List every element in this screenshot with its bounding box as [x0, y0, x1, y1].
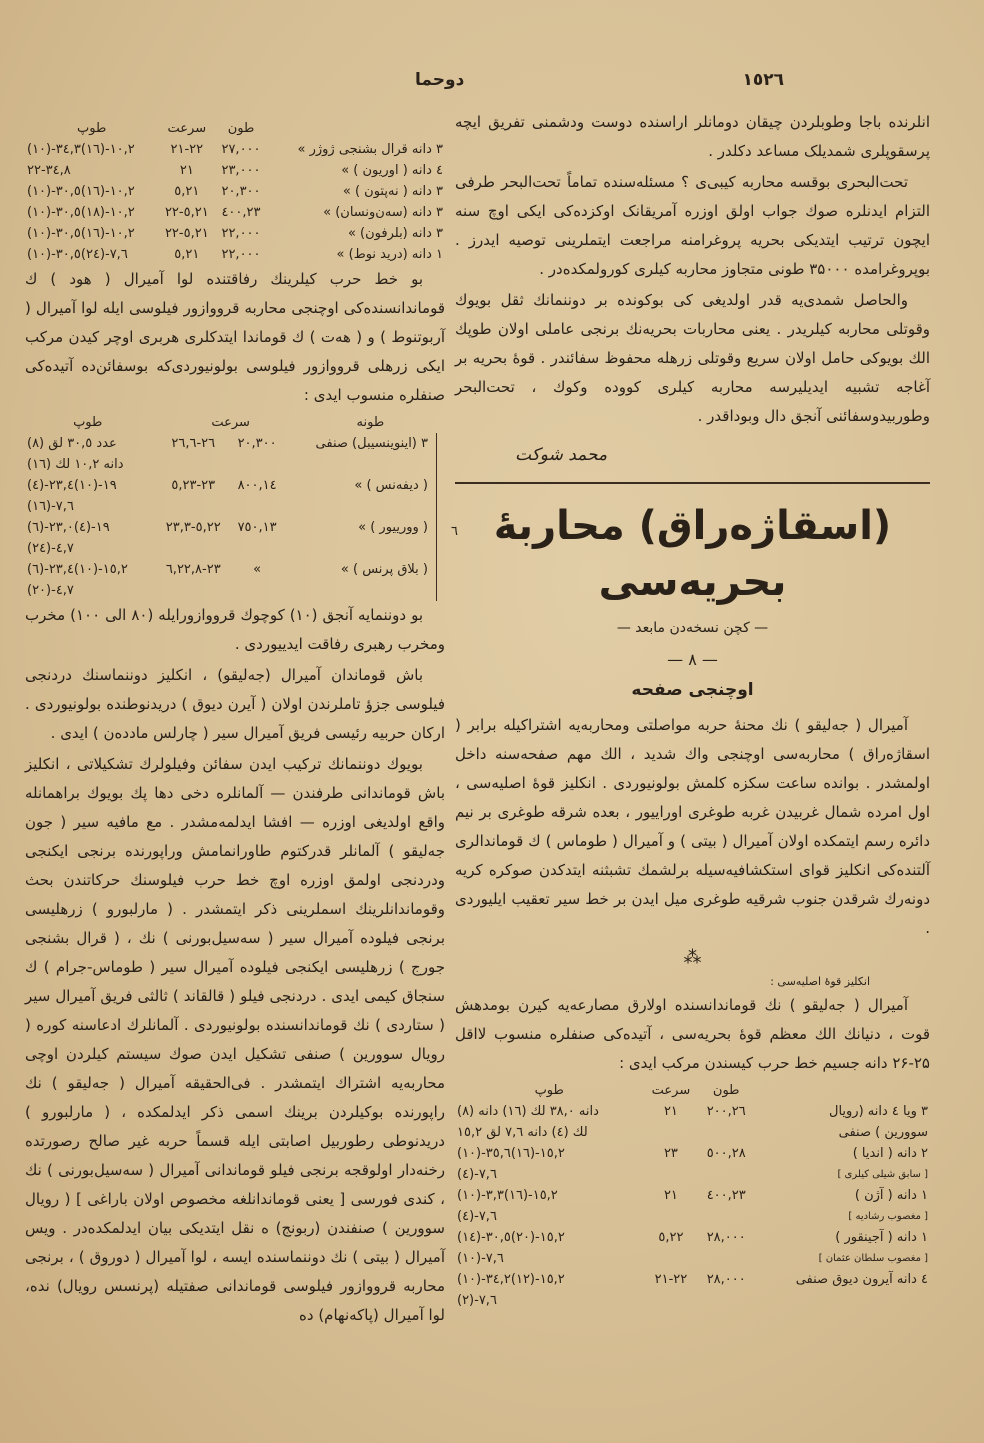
table-row	[25, 202, 445, 223]
column-header-guns: طوپ	[77, 121, 107, 136]
ship-name-cell: ( وورییور ) »	[358, 520, 428, 535]
battleship-table	[25, 118, 445, 265]
tonnage-cell	[230, 580, 284, 601]
tonnage-cell	[698, 1206, 754, 1227]
ship-name-cell: ( دیفه‌نس ) »	[354, 478, 428, 493]
ship-name-cell	[284, 496, 430, 517]
table-row	[455, 1143, 930, 1164]
tonnage-cell	[230, 538, 284, 559]
table-header-row	[455, 1080, 930, 1101]
guns-cell: (۱۰)-۳۰,٥(۱۸)-۱۰,۲	[27, 205, 135, 220]
ship-name-cell: ۱ دانه (درید نوط) »	[336, 247, 443, 262]
speed-cell: ۲۱,٥	[174, 247, 200, 262]
guns-cell: (۱٤)-۳۰,٥(۲۰)-۱٥,۲	[457, 1230, 565, 1245]
table-row	[25, 475, 430, 496]
tonnage-cell: ۲۸,٥۰۰	[706, 1146, 746, 1161]
cruiser-table	[25, 433, 430, 601]
speed-cell: ۲۳	[663, 1146, 678, 1161]
guns-cell: (۲٤)-٤,۷	[27, 541, 74, 556]
speed-cell	[156, 538, 230, 559]
tonnage-cell: ۲٦,۲۰۰	[706, 1104, 746, 1119]
tonnage-cell: ۲۲,۰۰۰	[221, 226, 261, 241]
right-column	[455, 108, 930, 1311]
guns-cell: (۱۰)-۳٤,۳(۱٦)-۱۰,۲	[27, 142, 135, 157]
ship-name-cell: ۳ (اینوینسیبل) صنفی	[315, 436, 428, 451]
guns-cell: (۱۰)-۷,٦	[457, 1251, 504, 1266]
guns-cell: (۲۰)-٤,۷	[27, 583, 74, 598]
table-row	[25, 244, 445, 265]
column-header-tonnage: طون	[712, 1083, 740, 1098]
table-row	[455, 1101, 930, 1122]
table-row	[25, 454, 430, 475]
guns-cell: ۱٥,۲ لك (٤) دانه ۷,٦ لق	[457, 1125, 588, 1140]
table-row	[25, 181, 445, 202]
speed-cell	[156, 454, 230, 475]
ship-name-cell: ۱ دانه ( آژن )	[854, 1188, 928, 1203]
section-divider	[455, 482, 930, 484]
ship-name-cell: [ مغصوب سلطان عثمان ]	[818, 1253, 928, 1264]
tonnage-cell: ۲۰,۳۰۰	[237, 436, 277, 451]
guns-cell: (۱۰)-۳٤,۲(۱۲)-۱٥,۲	[457, 1272, 565, 1287]
table-header-row	[25, 118, 445, 139]
tonnage-cell	[698, 1248, 754, 1269]
column-header-name	[754, 1080, 930, 1101]
ship-name-cell: ٤ دانه ( اوریون ) »	[341, 163, 443, 178]
intro-paragraph-2: تحت‌البحری بوقسه محاربه کیبی‌ی ؟ مسئله‌سنده تماماً تحت‌البحر طرفی التزام ایدنلره صوك جواب اولق اوزره آمریقانک اوکزده‌کی ایکی اوچ سنه ایچون ترتیب ایتدیکی بحریه پروغرامنه مراجعت ایتملرینی توصیه ایدرز . بوپروغرامده ۳۵۰۰۰ طونی متجاوز محاربه کیلری کورولمکده‌در .	[455, 173, 930, 278]
ship-name-cell: ۲ دانه ( اندیا )	[852, 1146, 928, 1161]
battleship-table-body	[25, 139, 445, 265]
guns-cell: (٦)-۲۳,۰(٤)-۱۹	[27, 520, 110, 535]
left-paragraph-2: بو دوننمایه آنجق (۱۰) کوچوك قرووازورایله (۸۰ الی ۱۰۰) مخرب ومخرب رهبری رفاقت ایدییوردی .	[25, 606, 445, 653]
table-row	[25, 160, 445, 181]
speed-cell: ۲۱,٥-۲۲	[164, 226, 209, 241]
ship-name-cell: [ سابق شیلی کیلری ]	[837, 1169, 928, 1180]
tonnage-cell: ۲۳,۰۰۰	[221, 163, 261, 178]
ship-name-cell: ۳ دانه ( نه‌پتون ) »	[342, 184, 443, 199]
left-paragraph-3: باش قوماندان آمیرال (جه‌لیقو) ، انکلیز دوننماسنك دردنجی فیلوسی جزؤ تاملرندن اولان ( آیرن دیوق ) دریدنوطنده بولونیوردی . ارکان حربیه رئیسی فریق آمیرال سیر ( چارلس مادده‌ن ) ایدی .	[25, 666, 445, 742]
table-row	[25, 496, 430, 517]
cruiser-table-body	[25, 433, 430, 601]
guns-cell: (۸) عدد ۳۰,٥ لق	[27, 436, 117, 451]
table-row	[455, 1164, 930, 1185]
journal-name: دوحما	[415, 70, 465, 90]
column-header-guns: طوپ	[534, 1083, 564, 1098]
intro-paragraph-3: والحاصل شمدی‌یه قدر اولدیغی کی بوکونده بر دوننمانك ثقل بویوك وقوتلی محاربه کیلریدر . یعنی محاربات بحریه‌نك برنجی عاملی اولان طوپك الك بویوکی حامل اولان سریع وقوتلی زرهله محفوظ سفائندر . قوهٔ بحریه بر آغاجه تشبیه ایدیلیرسه محاربه کیلری کووده وکوك ، تحت‌البحر وطوربیدوسفائنی آنجق دال وبوداقدر .	[455, 291, 930, 425]
ship-name-cell: ۳ ویا ٤ دانه (رویال	[829, 1104, 928, 1119]
guns-cell: (۱۰)-۳,۳(۱٦)-۱٥,۲	[457, 1188, 558, 1203]
ship-name-cell: سوورین ) صنفی	[838, 1125, 928, 1140]
fleet-paragraph: آمیرال ( جه‌لیقو ) نك قوماندانسنده اولارق مصارعه‌یه کیرن بومدهش قوت ، دنیانك الك معظم قوهٔ بحریه‌سی ، آتیده‌کی صنفلره منسوب لااقل ۲۵-۲۶ دانه جسیم خط حرب کیسندن مرکب ایدی :	[455, 996, 930, 1072]
column-header-name	[430, 412, 445, 433]
intro-paragraph-1: انلرنده باجا وطوبلردن چیقان دومانلر اراسنده دوست ودشمنی تفریق ایچه پرسقوپلری شمدیلک مساعد دکلدر .	[455, 113, 930, 160]
speed-cell	[643, 1122, 698, 1143]
table-row	[25, 517, 430, 538]
speed-cell: ۲۱	[663, 1104, 678, 1119]
guns-cell: (٤)-۷,٦	[457, 1209, 497, 1224]
speed-cell: ۲۱,٥-۲۲	[164, 205, 209, 220]
guns-cell: ۲۲-۳٤,۸	[27, 163, 71, 178]
article-title: (اسقاژه‌راق) محاربهٔ بحریه‌سی	[493, 503, 892, 605]
article-paragraph: آمیرال ( جه‌لیقو ) نك محنهٔ حربه مواصلتی ومحاربه‌یه اشتراکیله برابر ( اسقاژه‌راق ) محاربه‌سی اوچنجی واك شدید ، الك مهم صفحه‌سنه داخل اولمشدر . بوانده ساعت سکزه کلمش بولونیوردی . انکلیز قوهٔ اصلیه‌سی ، اول امرده شمال غربیدن غربه طوغری اوراییور ، بعده شرقه طوغری بر نیم دائره رسم ایتمکده اولان آمیرال ( بیتی ) و آمیرال ( طوماس ) ك قوماندالری آلتنده‌کی انکلیز قوای استکشافیه‌سیله برلشمك تشبثنه ایتدکدن صوکره کریه دونه‌رك شرقدن جنوب شرقیه طوغری میل ایدن بر خط سیر تعقیب ایلیوردی .	[455, 716, 930, 937]
speed-cell: ۲۲,٥	[658, 1230, 684, 1245]
column-header-tonnage: طون	[227, 121, 255, 136]
column-header-speed: سرعت	[651, 1083, 691, 1098]
speed-cell: ۲۱-۲۲	[170, 142, 204, 157]
table-row	[455, 1290, 930, 1311]
section-heading: اوچنجی صفحه	[631, 680, 754, 700]
column-header-tonnage: طونه	[356, 415, 385, 430]
table-row	[455, 1122, 930, 1143]
cruiser-bracket-group	[25, 433, 458, 601]
guns-cell: (۱۰)-۳۰,٥(۲٤)-۷,٦	[27, 247, 128, 262]
guns-cell: (۸) دانه ۳۸,۰ لك (۱٦) دانه	[457, 1104, 599, 1119]
guns-cell: (۱۰)-۳۰,٥(۱٦)-۱۰,۲	[27, 226, 135, 241]
fleet-subheading: انکلیز قوهٔ اصلیه‌سی :	[770, 975, 870, 988]
table-row	[25, 538, 430, 559]
tonnage-cell: »	[253, 562, 262, 577]
table-row	[25, 139, 445, 160]
speed-cell	[156, 580, 230, 601]
column-header-speed: سرعت	[167, 121, 207, 136]
tonnage-cell: ۲۷,۰۰۰	[221, 142, 261, 157]
table-row	[455, 1206, 930, 1227]
speed-cell	[156, 496, 230, 517]
article-subtitle: — کچن نسخه‌دن مابعد —	[616, 620, 769, 636]
tonnage-cell: ۱٤,۸۰۰	[237, 478, 277, 493]
speed-cell: ۲۱	[179, 163, 194, 178]
table-header-row	[25, 412, 445, 433]
bracket-label: ٦	[451, 524, 458, 539]
speed-cell	[643, 1248, 698, 1269]
ship-name-cell	[284, 580, 430, 601]
guns-cell: (۱٦)-۷,٦	[27, 499, 74, 514]
table-row	[455, 1248, 930, 1269]
part-number: — ٨ —	[667, 650, 718, 669]
left-column	[25, 118, 458, 1332]
guns-cell: (٤)-۷,٦	[457, 1167, 497, 1182]
guns-cell: (۱۰)-۳۰,٥(۱٦)-۱۰,۲	[27, 184, 135, 199]
tonnage-cell: ۱۳,٧٥۰	[237, 520, 277, 535]
ship-name-cell	[284, 454, 430, 475]
ship-name-cell: ۳ دانه (سه‌ن‌ونسان) »	[323, 205, 443, 220]
left-paragraph-1: بو خط حرب کیلرینك رفاقتنده لوا آمیرال ( هود ) ك قوماندانسنده‌کی اوچنجی محاربه قرووازور فیلوسی ایله لوا آمیرال ( آربوتنوط ) و ( هه‌ت ) ك قوماندا ایتدکلری هربری اوچر کیدن مرکب ایکی زرهلی قرووازور فیلوسی بولونیوردی‌که بوسفائن‌ده آتیده‌کی صنفلره منسوب ایدی :	[25, 270, 445, 404]
tonnage-cell: ۲۸,۰۰۰	[706, 1230, 746, 1245]
tonnage-cell	[698, 1164, 754, 1185]
tonnage-cell: ۲۳,٤۰۰	[706, 1188, 746, 1203]
ship-name-cell: ۱ دانه ( آجینقور )	[835, 1230, 928, 1245]
page-header	[0, 70, 984, 100]
ship-name-cell: [ مغصوب رشادیه ]	[848, 1211, 928, 1222]
speed-cell	[643, 1206, 698, 1227]
tonnage-cell	[698, 1290, 754, 1311]
speed-cell: ۲۲,٥-۲۳,۳	[165, 520, 221, 535]
ship-name-cell	[754, 1290, 930, 1311]
ship-name-cell: ۳ دانه قرال بشنجی ژوژر »	[297, 142, 443, 157]
speed-cell: ۲۳-۲۳,٥	[171, 478, 216, 493]
speed-cell: ۲۲,۸-۲۳,٦	[165, 562, 221, 577]
guns-cell: (۱۰)-۳٥,٦(۱٦)-۱٥,۲	[457, 1146, 565, 1161]
tonnage-cell: ۲۰,۳۰۰	[221, 184, 261, 199]
left-paragraph-4: بویوك دوننمانك ترکیب ایدن سفائن وفیلولرك تشکیلاتی ، انکلیز باش قوماندانی طرفندن — آلمانلره دخی دها پك بویوك براهمانله واقع اولدیغی اوزره — افشا ایدلمه‌مشدر . مع مافیه سیر ( جون جه‌لیقو ) آلمانلر قدرکتوم طاورانمامش وراپورنده برنجی ایکنجی ودردنجی اولمق اوزره اوچ خط حرب فیلوسنك حرکاتندن بحث وقوماندانلرینك اسملرینی ذکر ایتمشدر . ( مارلبورو ) زرهلیسی برنجی فیلوده آمیرال سیر ( سه‌سیل‌بورنی ) نك ، ( قرال بشنجی جورج ) زرهلیسی ایکنجی فیلوده آمیرال سیر ( طوماس-جرام ) ك سنجاق کیمی ایدی . دردنجی فیلو ( قالقاند ) ثالثی فریق آمیرال سیر ( ستاردی ) نك قوماندانسنده بولونیوردی . آلمانلرك ادعاسنه کوره ( رویال سوورین ) صنفی تشکیل ایدن صوك سیستم کیلردن اوچی محاربه‌یه اشتراك ایتمشدر . فی‌الحقیقه آمیرال ( جه‌لیقو ) نك راپورنده بوکیلردن برینك اسمی ذکر ایدلمکده ، ( مارلبورو ) دریدنوطی رطوربیل اصابتی ایله قسماً حربه غیر صالح رصورتده رخنه‌دار اولوقجه برنجی فیلو قوماندانی آمیرال ( سه‌سیل‌بورنی ) نك ، کندی فورسی [ یعنی قوماندانلغه مخصوص اولان باراغی ] ( رویال سوورین ) صنفندن (ربونج) ه نقل ایتدیکی بیان ایدلمکده‌در . ویس آمیرال ( بیتی ) نك دوننماسنده ایسه ، لوا آمیرال ( دوروق ) ، برنجی محاربه قرووازور فیلوسی قوماندانی صفتیله (پرنسس رویال) نده، لوا آمیرال (پاکه‌نهام) ده	[25, 755, 445, 1324]
guns-cell: (۲)-۷,٦	[457, 1293, 497, 1308]
tonnage-cell: ۲۲,۰۰۰	[221, 247, 261, 262]
table-row	[25, 559, 430, 580]
tonnage-cell	[698, 1122, 754, 1143]
tonnage-cell: ۲۸,۰۰۰	[706, 1272, 746, 1287]
table-row	[25, 580, 430, 601]
speed-cell: ۲۱	[663, 1188, 678, 1203]
column-header-guns: طوپ	[73, 415, 103, 430]
table-row	[455, 1269, 930, 1290]
page-number: ١٥٢٦	[742, 70, 784, 90]
speed-cell	[643, 1164, 698, 1185]
ship-name-cell: ۳ دانه (بلرفون) »	[347, 226, 443, 241]
main-fleet-table	[455, 1080, 930, 1311]
speed-cell: ۲۱,٥	[174, 184, 200, 199]
tonnage-cell	[230, 454, 284, 475]
table-row	[25, 433, 430, 454]
author-signature: محمد شوکت	[515, 445, 608, 465]
table-row	[25, 223, 445, 244]
column-header-name	[267, 118, 445, 139]
ship-name-cell: ٤ دانه آیرون دیوق صنفی	[795, 1272, 928, 1287]
table-row	[455, 1185, 930, 1206]
column-header-speed: سرعت	[211, 415, 250, 430]
ship-name-cell: ( بلاق پرنس ) »	[340, 562, 428, 577]
tonnage-cell	[230, 496, 284, 517]
guns-cell: (٤)-۲۳,٤(۱۰)-۱۹	[27, 478, 117, 493]
cruiser-table-header	[25, 412, 445, 433]
table-row	[455, 1227, 930, 1248]
asterism-divider: ⁂	[683, 947, 702, 968]
speed-cell	[643, 1290, 698, 1311]
speed-cell: ۲٦-۲٦,٦	[171, 436, 216, 451]
ship-name-cell	[284, 538, 430, 559]
guns-cell: (٦)-۲۳,٤(۱۰)-۱٥,۲	[27, 562, 128, 577]
tonnage-cell: ۲۳,٤۰۰	[221, 205, 261, 220]
speed-cell: ۲۱-۲۲	[654, 1272, 688, 1287]
guns-cell: (۱٦) دانه ۱۰,۲ لك	[27, 457, 124, 472]
main-fleet-table-body	[455, 1101, 930, 1311]
